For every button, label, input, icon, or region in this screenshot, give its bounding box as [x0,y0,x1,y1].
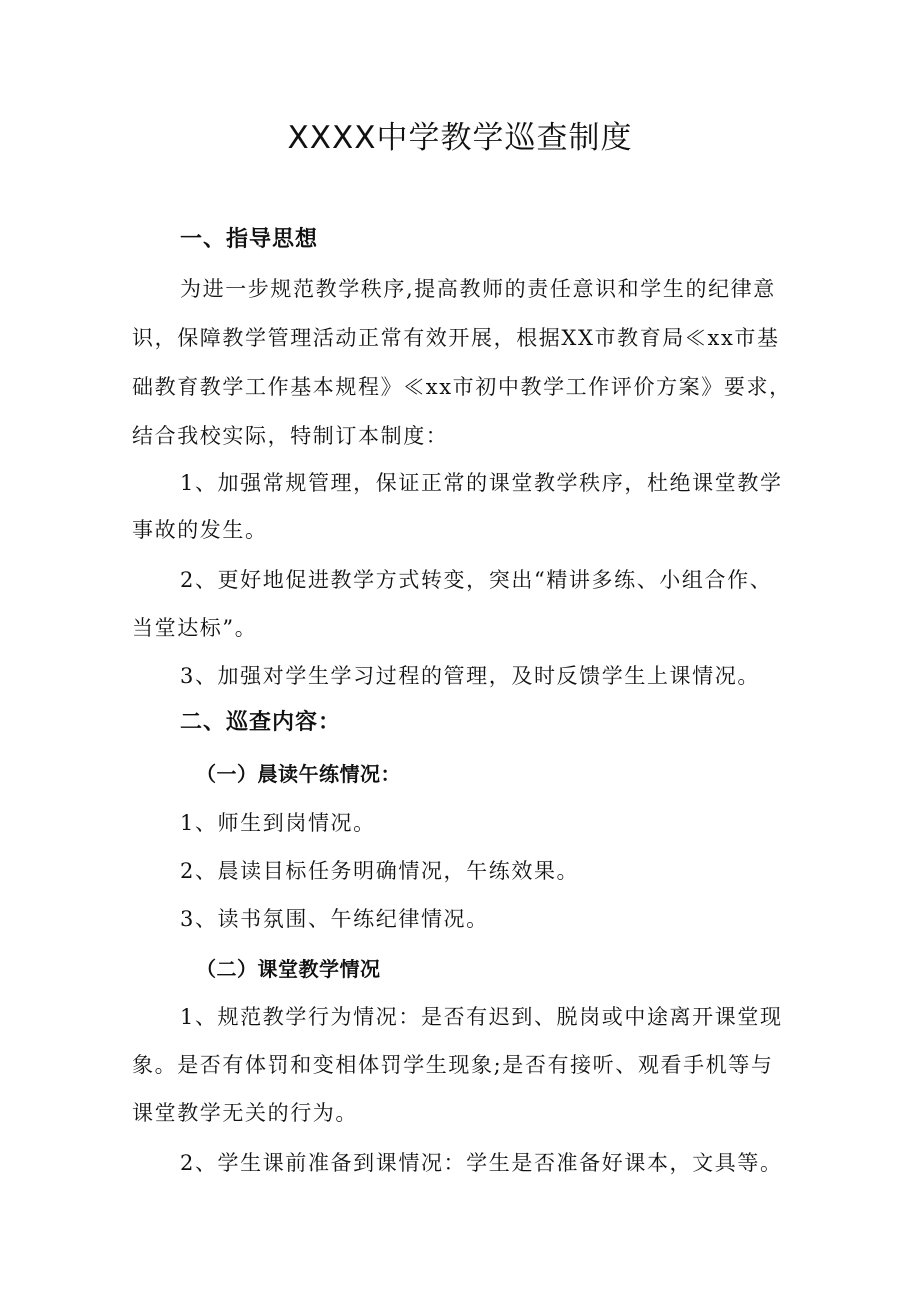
paragraph-line: 当堂达标”。 [132,616,258,640]
paragraph-line: 2、更好地促进教学方式转变，突出“精讲多练、小组合作、 [180,568,773,592]
paragraph-line: 结合我校实际，特制订本制度： [132,424,449,448]
paragraph-line: 识，保障教学管理活动正常有效开展，根据XX市教育局≪xx市基 [132,326,780,350]
paragraph-line: 象。是否有体罚和变相体罚学生现象;是否有接听、观看手机等与 [132,1053,774,1077]
paragraph-line: 课堂教学无关的行为。 [132,1101,358,1125]
list-item: 1、师生到岗情况。 [180,811,376,835]
section-heading-inspection-content: 二、巡查内容： [180,710,342,735]
subsection-heading-morning-reading: （一）晨读午练情况： [196,762,401,786]
paragraph-line: 事故的发生。 [132,518,268,542]
paragraph-line: 1、规范教学行为情况：是否有迟到、脱岗或中途离开课堂现 [180,1005,783,1029]
paragraph-line: 2、学生课前准备到课情况：学生是否准备好课本，文具等。 [180,1151,783,1175]
paragraph-line: 1、加强常规管理，保证正常的课堂教学秩序，杜绝课堂教学 [180,471,783,495]
list-item: 3、读书氛围、午练纪律情况。 [180,907,489,931]
document-title: XXXX中学教学巡查制度 [287,120,633,156]
section-heading-guiding-ideology: 一、指导思想 [180,227,319,252]
subsection-heading-classroom-teaching: （二）课堂教学情况 [196,957,381,981]
paragraph-line: 3、加强对学生学习过程的管理，及时反馈学生上课情况。 [180,664,760,688]
paragraph-line: 础教育教学工作基本规程》≪xx市初中教学工作评价方案》要求， [132,375,792,399]
list-item: 2、晨读目标任务明确情况，午练效果。 [180,859,580,883]
paragraph-line: 为进一步规范教学秩序,提高教师的责任意识和学生的纪律意 [180,277,776,301]
